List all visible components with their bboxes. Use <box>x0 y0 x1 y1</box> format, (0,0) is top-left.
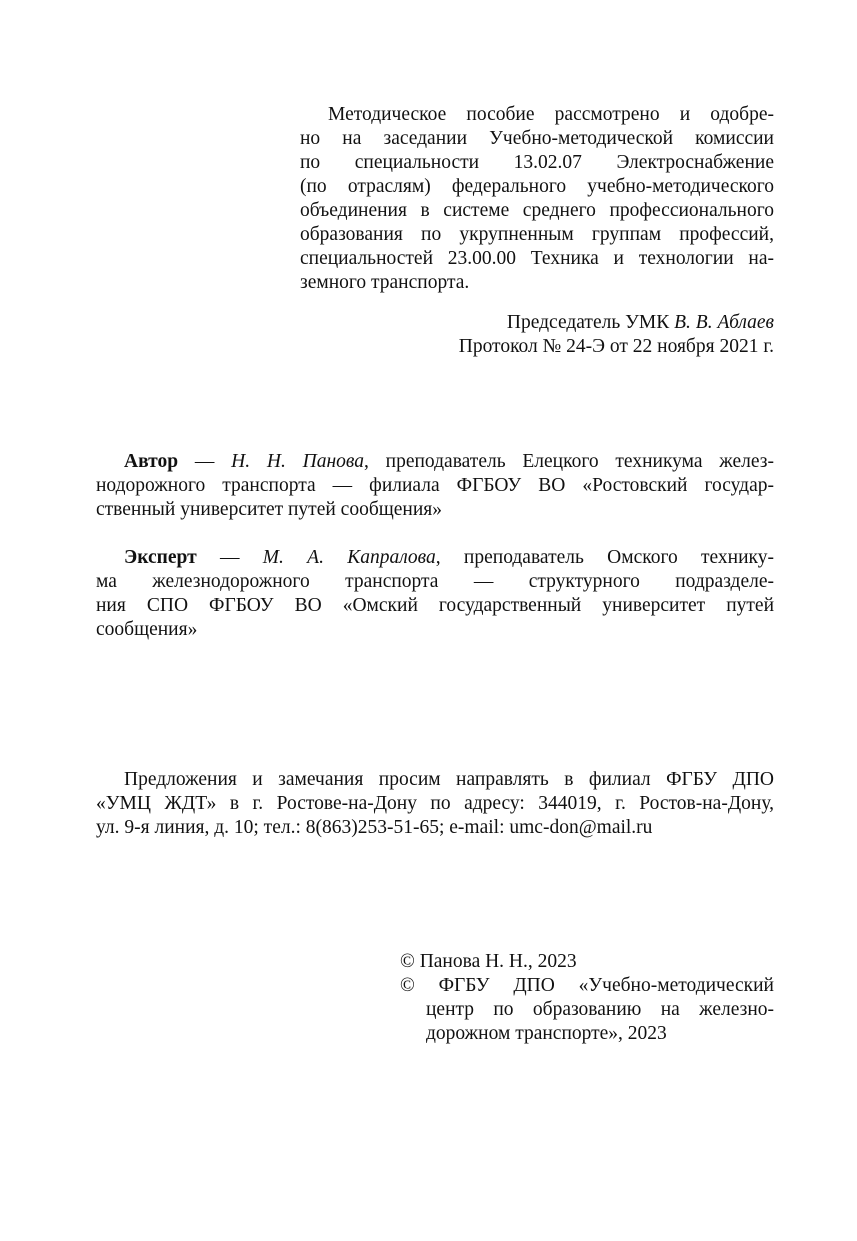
approval-line: по специальности 13.02.07 Электроснабжение <box>300 152 774 173</box>
copyright-publisher: дорожном транспорте», 2023 <box>426 1023 667 1044</box>
author-line1-rest: , преподаватель Елецкого техникума желез- <box>363 451 774 472</box>
contacts-line: ул. 9-я линия, д. 10; тел.: 8(863)253-51-65; e-mail: umc-don@mail.ru <box>96 817 653 838</box>
expert-line: сообщения» <box>96 619 198 640</box>
expert-dash: — <box>196 547 263 568</box>
contacts-line: «УМЦ ЖДТ» в г. Ростове-на-Дону по адресу: 344019, г. Ростов-на-Дону, <box>96 793 774 814</box>
approval-line: образования по укрупненным группам профессий, <box>300 224 774 245</box>
copyright-block <box>400 950 774 1046</box>
approval-line: объединения в системе среднего профессионального <box>300 200 774 221</box>
author-line: ственный университет путей сообщения» <box>96 499 443 520</box>
protocol-line: Протокол № 24-Э от 22 ноября 2021 г. <box>458 336 774 357</box>
contacts-line: Предложения и замечания просим направлять в филиал ФГБУ ДПО <box>124 769 774 790</box>
copyright-publisher: © ФГБУ ДПО «Учебно-методический <box>400 975 774 996</box>
copyright-author: © Панова Н. Н., 2023 <box>400 951 577 972</box>
contacts-paragraph <box>96 768 774 840</box>
author-dash: — <box>178 451 232 472</box>
approval-signoff <box>300 311 774 359</box>
author-paragraph <box>96 450 774 522</box>
expert-line1-rest: , преподаватель Омского технику- <box>435 547 774 568</box>
expert-paragraph <box>96 546 774 642</box>
chairman-line <box>300 311 774 335</box>
chairman-prefix: Председатель УМК <box>506 312 675 333</box>
expert-line: ния СПО ФГБОУ ВО «Омский государственный университет путей <box>96 595 774 616</box>
approval-line: (по отраслям) федерального учебно-методического <box>300 176 774 197</box>
approval-line: специальностей 23.00.00 Техника и технологии на- <box>300 248 774 269</box>
approval-line: Методическое пособие рассмотрено и одобре- <box>328 104 774 125</box>
approval-statement <box>300 103 774 295</box>
author-name: Н. Н. Панова <box>231 451 364 472</box>
expert-line: ма железнодорожного транспорта — структурного подразделе- <box>96 571 774 592</box>
author-line <box>96 450 774 474</box>
expert-label: Эксперт <box>124 547 197 568</box>
expert-line <box>96 546 774 570</box>
chairman-name: В. В. Аблаев <box>674 312 774 333</box>
author-line: нодорожного транспорта — филиала ФГБОУ ВО «Ростовский государ- <box>96 475 774 496</box>
approval-line: но на заседании Учебно-методической комиссии <box>300 128 774 149</box>
author-label: Автор <box>124 451 179 472</box>
expert-name: М. А. Капралова <box>262 547 436 568</box>
copyright-publisher: центр по образованию на железно- <box>426 999 774 1020</box>
approval-line: земного транспорта. <box>300 272 470 293</box>
